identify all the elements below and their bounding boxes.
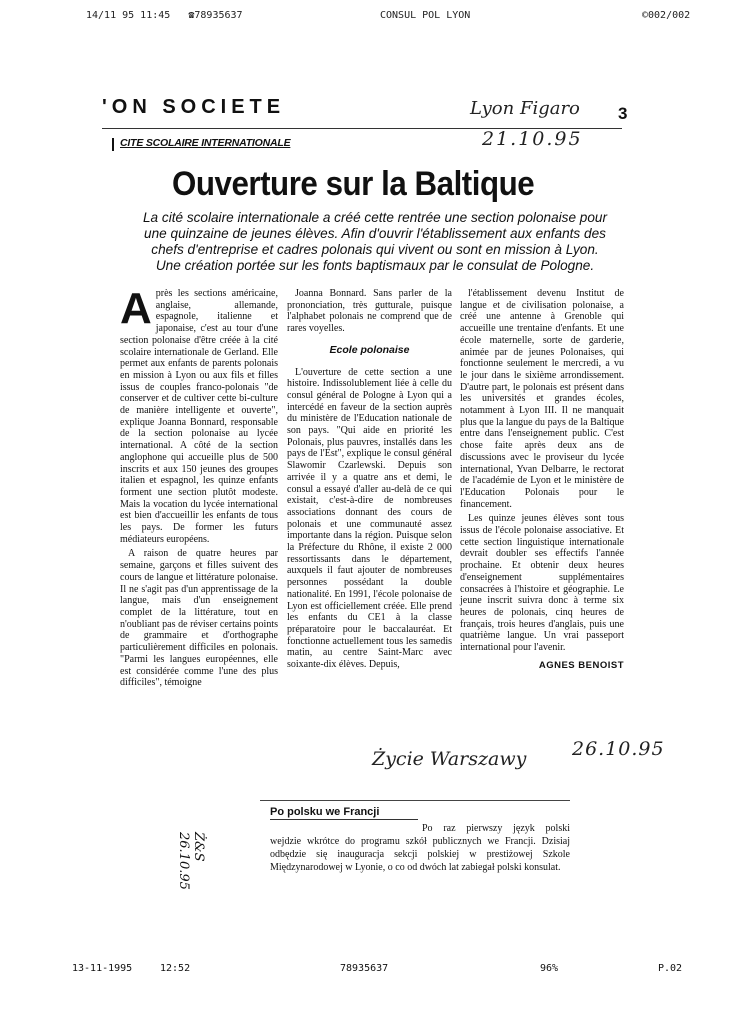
article-lead: La cité scolaire internationale a créé cette rentrée une section polonaise pour une quinzaine de jeunes élèves. Afin d'ouvrir l'établissement aux enfants des chefs d'entreprise et cadres polonais qui vivent ou sont en mission à Lyon. Une création portée sur les fonts baptismaux par le consulat de Pologne.: [143, 210, 607, 273]
paragraph: l'établissement devenu Institut de langue et de civilisation polonaise, a créé une antenne à Grenoble qui accueille une trentaine d'enfants. Et une école maternelle, sorte de garderie, animée par de jeunes Polonaises, qui fonctionne seulement le mercredi, a vu le jour dans le sixième arrondissement. D'autre part, le polonais est présent dans les universités et grandes écoles, notamment à Lyon III. Il ne manquait plus que la langue du pays de la Baltique entre dans l'enseignement public. C'est chose faite après deux ans de discussions avec le proviseur du lycée international, Yvan Delbarre, le rectorat de l'académie de Lyon et le ministère de l'Education Polonais pour le financement.: [460, 288, 624, 510]
fax-header-page: ©002/002: [642, 10, 691, 21]
handwritten-side-note: Ż&S 26.10.95: [176, 832, 206, 890]
fax-footer-date: 13-11-1995: [72, 963, 133, 974]
article-column-2: [287, 288, 452, 674]
fax-footer-number: 78935637: [340, 963, 389, 974]
page-number: 3: [618, 104, 628, 123]
article-column-1: [120, 284, 278, 692]
fax-header-phone: ☎78935637: [188, 10, 243, 21]
paragraph: près les sections américaine, anglaise, allemande, espagnole, italienne et japonaise, c'est au tour d'une section polonaise d'être créée à la cité scolaire internationale de Gerland. Elle permet aux enfants de parents polonais en mission à Lyon ou aux fils et filles issus de couples franco-polonais "de conserver et de cultiver cette bi-culture de manière intelligente et ouverte", explique Joanna Bonnard, responsable de la section polonaise au lycée international. A côté de la section anglophone qui accueille plus de 500 inscrits et aux 150 jeunes des groupes italien et espagnol, les quinze enfants forment une section plutôt modeste. Mais la vocation du lycée international est bien d'accueillir les enfants de tous les pays. De former les futurs médiateurs européens.: [120, 288, 278, 545]
article-column-3: [460, 288, 624, 672]
handwritten-source: Lyon Figaro: [470, 98, 580, 119]
clipping-body: Po raz pierwszy język polski wejdzie wkrótce do programu szkół publicznych we Francji. Dzisiaj odbędzie się inauguracja sekcji polskiej w prestiżowej Szkole Międzynarodowej w Lyonie, o co od dwóch lat zabiegał polski konsulat.: [270, 823, 570, 873]
handwritten-date: 21.10.95: [482, 128, 583, 150]
author-signature: AGNES BENOIST: [538, 659, 624, 671]
paragraph: Joanna Bonnard. Sans parler de la prononciation, très gutturale, puisque l'alphabet polonais ne comprend que de rares voyelles.: [287, 288, 452, 335]
article-title: Ouverture sur la Baltique: [172, 165, 535, 203]
fax-footer-time: 12:52: [160, 963, 191, 974]
handwritten-source-2: Życie Warszawy: [372, 748, 527, 770]
fax-header-sender: CONSUL POL LYON: [380, 10, 471, 21]
section-label-mark: [112, 138, 119, 151]
subheading: Ecole polonaise: [329, 343, 410, 356]
section-heading: 'ON SOCIETE: [102, 96, 286, 118]
fax-footer-page: P.02: [658, 963, 683, 974]
fax-footer-percent: 96%: [540, 963, 559, 974]
clipping-title: Po polsku we Francji: [270, 806, 380, 818]
paragraph: A raison de quatre heures par semaine, garçons et filles suivent des cours de langue et littérature polonaise. Il ne s'agit pas d'un apprentissage de la langue, mais d'un enseignement complet de la littérature, tout en n'oubliant pas de réviser certains points de grammaire et d'orthographe particulièrement difficiles en polonais. "Parmi les langues européennes, elle est considérée comme l'une des plus difficiles", témoigne: [120, 548, 278, 689]
paragraph: L'ouverture de cette section a une histoire. Indissolublement liée à celle du consul général de Pologne à Lyon qui a intercédé en faveur de la section auprès du ministère de l'Education nationale de son pays. "Qui aide en priorité les Polonais, plus pauvres, installés dans les pays de l'Est", explique le consul général Slawomir Czarlewski. Depuis son arrivée il y a quatre ans et demi, le consul a essayé d'aller au-delà de ce qui existait, c'est-à-dire de nombreuses associations donnant des cours de polonais et une communauté assez importante dans la région. Puisque selon la Préfecture du Rhône, il existe 2 000 ressortissants dans le département, auxquels il faut ajouter de nombreuses personnes possédant la double nationalité. En 1991, l'école polonaise de Lyon est officiellement créée. Elle prend les enfants du CE1 à la classe préparatoire pour le baccalauréat. Et fonctionne actuellement tous les samedis matin, au centre Saint-Marc avec soixante-dix élèves. Depuis,: [287, 366, 452, 671]
fax-header-datetime: 14/11 95 11:45 ☎78935637: [86, 10, 243, 21]
clipping-title-rule: [270, 819, 418, 820]
drop-cap: A: [120, 284, 152, 333]
section-label: CITE SCOLAIRE INTERNATIONALE: [120, 137, 291, 149]
handwritten-date-2: 26.10.95: [572, 738, 665, 760]
paragraph: Les quinze jeunes élèves sont tous issus de l'école polonaise associative. Et cette section linguistique internationale devrait doubler ses effectifs l'année prochaine. Et obtenir deux heures d'enseignement supplémentaires consacrées à l'histoire et géographie. Le jeune inscrit suivra donc à terme six heures de polonais, cinq heures de français, trois heures d'anglais, puis une quatrième langue. Un vrai passeport international pour l'avenir.: [460, 513, 624, 654]
